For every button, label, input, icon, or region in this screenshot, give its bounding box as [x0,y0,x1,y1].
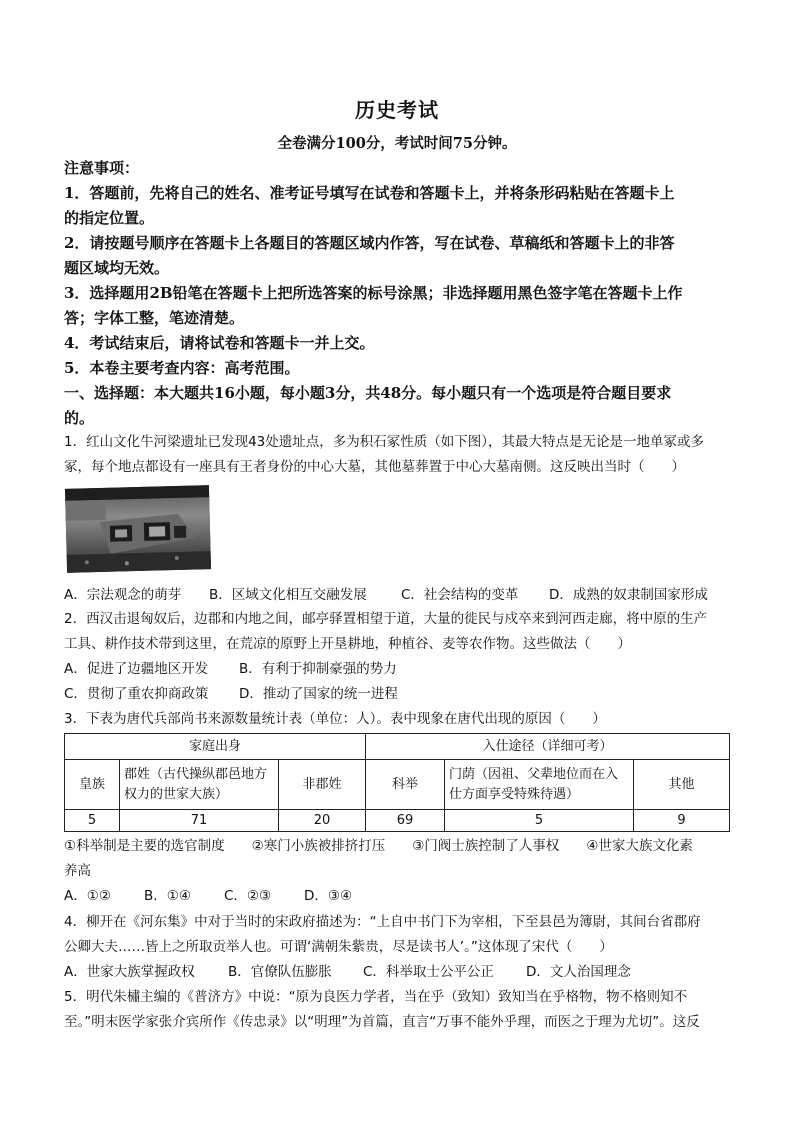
notice-line: 3．选择题用2B铅笔在答题卡上把所选答案的标号涂黑；非选择题用黑色签字笔在答题卡上作 [64,284,683,302]
question-text: 5．明代朱橚主编的《普济方》中说：“原为良医力学者，当在乎（致知）致知当在乎格物，物不格则知不 [64,989,688,1005]
question-text: 4．柳开在《河东集》中对于当时的宋政府描述为：“上自中书门下为宰相，下至县邑为簿尉，其间台省郡府 [64,914,701,930]
table-header-cell: 皇族 [65,760,120,810]
question-1-options [64,583,736,608]
option-d: D．成熟的奴隶制国家形成 [549,587,708,603]
options-row [64,884,736,909]
section-heading-cont: 的。 [64,409,95,427]
notice-line: 2．请按题号顺序在答题卡上各题目的答题区域内作答，写在试卷、草稿纸和答题卡上的非答 [64,234,675,252]
section-heading: 一、选择题：本大题共16小题，每小题3分，共48分。每小题只有一个选项是符合题目要求 [64,384,672,402]
question-text: 3．下表为唐代兵部尚书来源数量统计表（单位：人）。表中现象在唐代出现的原因（ ） [64,711,606,727]
option-c: C．贯彻了重农抑商政策 [64,686,209,702]
question-text: 公卿大夫……皆上之所取贡举人也。可谓‘满朝朱紫贵，尽是读书人’。”这体现了宋代（ ） [64,939,613,955]
options-row [64,960,736,985]
table-cell: 20 [279,810,366,832]
option-a: A．世家大族掌握政权 [64,964,195,980]
notice-line: 1．答题前，先将自己的姓名、准考证号填写在试卷和答题卡上，并将条形码粘贴在答题卡上 [64,184,675,202]
option-a: A．宗法观念的萌芽 [64,587,182,603]
question-text: 冢，每个地点都设有一座具有王者身份的中心大墓，其他墓葬置于中心大墓南侧。这反映出当时（ ） [64,459,685,475]
question-text: 1．红山文化牛河梁遗址已发现43处遗址点，多为积石冢性质（如下图），其最大特点是无论是一地单冢或多 [64,434,705,450]
notice-line: 题区域均无效。 [64,259,170,277]
table-header-row [65,760,730,810]
notice-line: 答；字体工整，笔迹清楚。 [64,309,245,327]
option-d: D．③④ [304,888,353,904]
option-b: B．①④ [144,888,191,904]
notice-section [64,156,734,431]
table-header-cell: 科举 [366,760,445,810]
notice-line: 的指定位置。 [64,209,155,227]
options-row [64,583,736,608]
options-row [64,657,736,682]
option-b: B．官僚队伍膨胀 [228,964,332,980]
notice-heading: 注意事项： [64,159,140,177]
option-c: C．社会结构的变革 [401,587,519,603]
exam-info: 全卷满分100分，考试时间75分钟。 [277,135,517,152]
notice-line: 5．本卷主要考查内容：高考范围。 [64,359,300,377]
table-cell: 9 [634,810,730,832]
option-b: B．有利于抑制豪强的势力 [239,661,397,677]
option-a: A．①② [64,888,111,904]
archaeological-site-photo [65,485,211,573]
options-row [64,682,736,707]
table-header-cell: 非郡姓 [279,760,366,810]
photo-graphic [65,485,211,573]
question-3-statements [64,834,736,909]
statements-text: 养高 [64,863,91,879]
table-cell: 5 [65,810,120,832]
table-header-cell: 门荫（因祖、父辈地位而在入仕方面享受特殊待遇） [445,760,634,810]
table-header-cell: 郡姓（古代操纵郡邑地方权力的世家大族） [120,760,279,810]
question-3 [64,707,736,732]
table-cell: 5 [445,810,634,832]
statistics-table [64,733,730,832]
table-header-cell: 其他 [634,760,730,810]
question-1 [64,430,736,480]
table-group-row [65,734,730,760]
option-b: B．区域文化相互交融发展 [209,587,367,603]
page-title: 历史考试 [355,98,439,122]
question-text: 2．西汉击退匈奴后，边郡和内地之间，邮亭驿置相望于道，大量的徙民与戍卒来到河西走廊，将中原的生产 [64,611,708,627]
question-2 [64,607,736,707]
table-group-header: 入仕途径（详细可考） [366,734,730,760]
option-d: D．文人治国理念 [526,964,631,980]
option-c: C．科举取士公平公正 [363,964,494,980]
question-5 [64,985,736,1035]
statements-text: ①科举制是主要的选官制度 ②寒门小族被排挤打压 ③门阀士族控制了人事权 ④世家大族文化素 [64,838,693,854]
table-cell: 69 [366,810,445,832]
table-group-header: 家庭出身 [65,734,366,760]
question-text: 工具、耕作技术带到这里，在荒凉的原野上开垦耕地，种植谷、麦等农作物。这些做法（ ） [64,636,631,652]
table-row [65,810,730,832]
option-d: D．推动了国家的统一进程 [239,686,398,702]
notice-line: 4．考试结束后，请将试卷和答题卡一并上交。 [64,334,375,352]
option-c: C．②③ [224,888,272,904]
question-text: 至。”明末医学家张介宾所作《传忠录》以“明理”为首篇，直言“万事不能外乎理，而医之于理为尤切”。这反 [64,1014,700,1030]
table-cell: 71 [120,810,279,832]
option-a: A．促进了边疆地区开发 [64,661,209,677]
question-4 [64,910,736,985]
